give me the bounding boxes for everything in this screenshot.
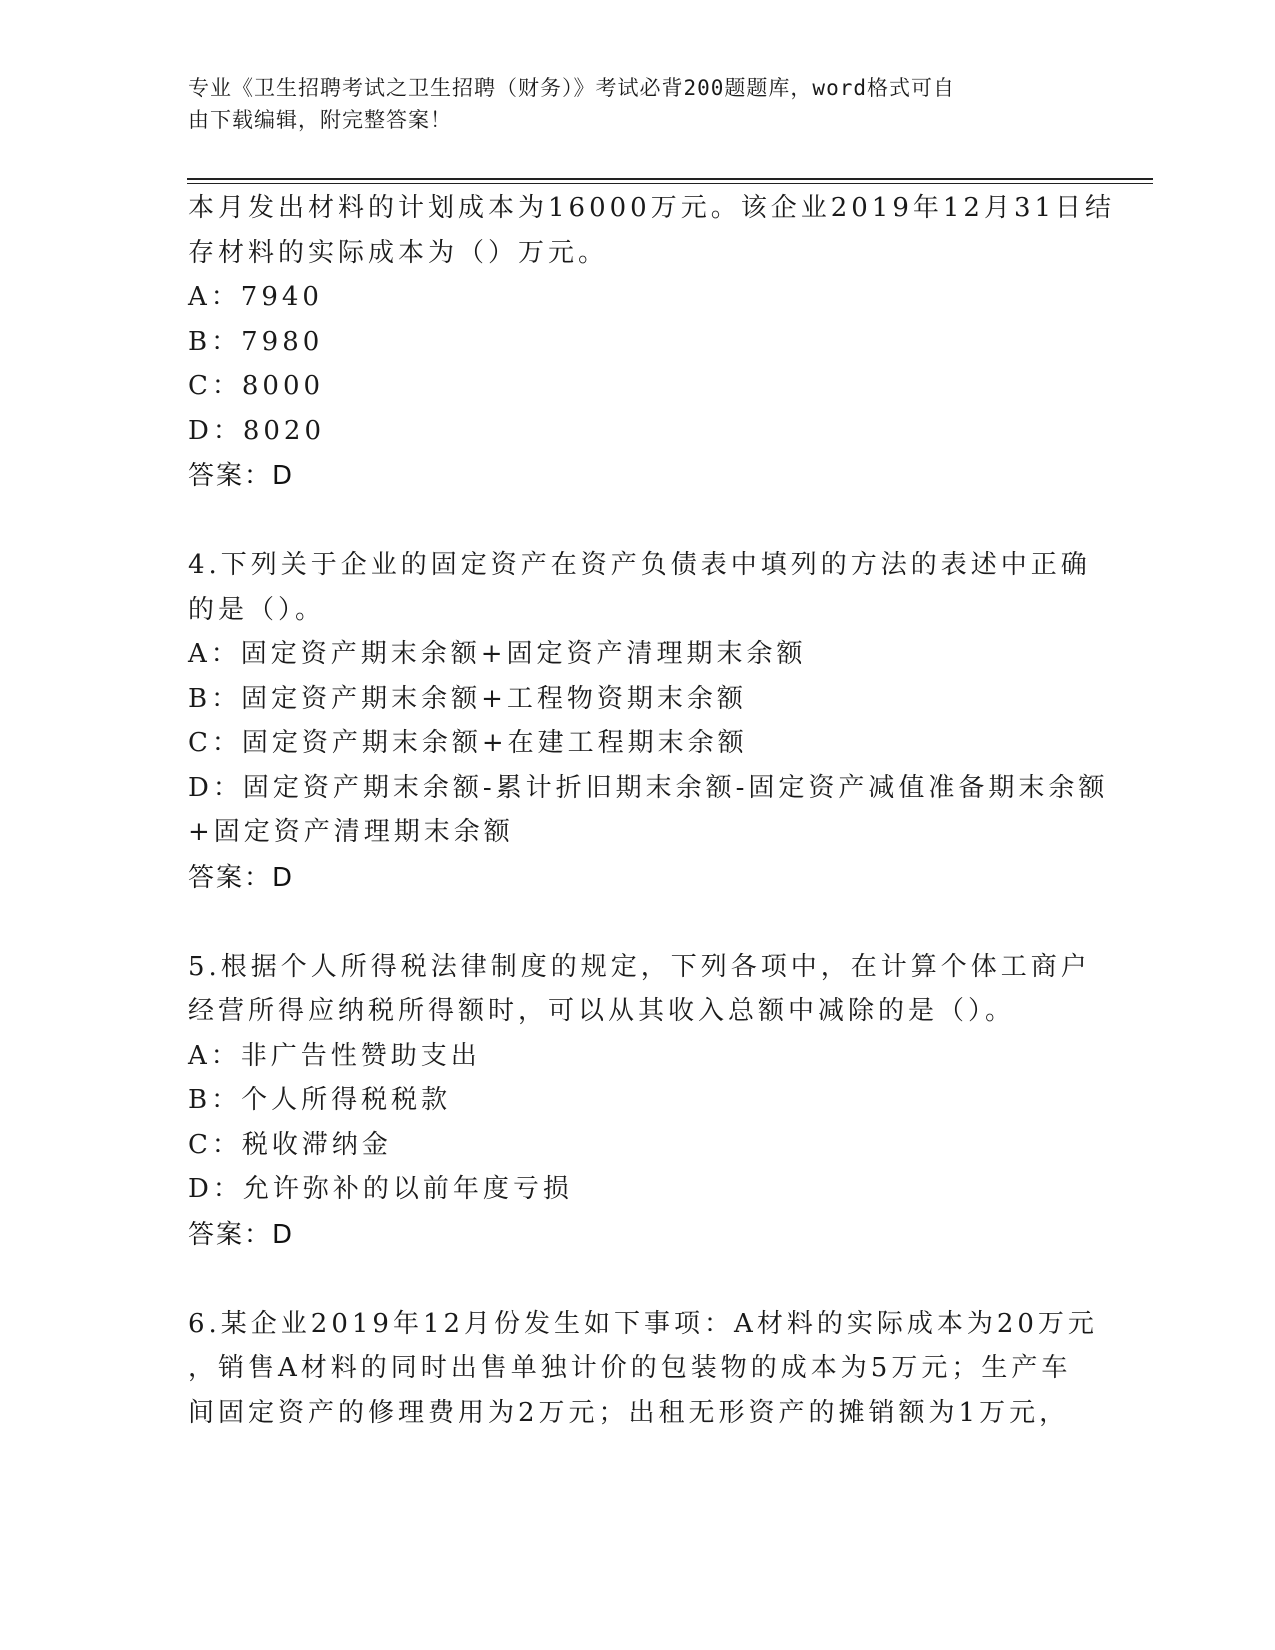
question-stem: 间固定资产的修理费用为2万元；出租无形资产的摊销额为1万元， — [188, 1397, 1070, 1428]
header-line-2: 由下载编辑，附完整答案！ — [188, 108, 452, 132]
option-b: B：个人所得税税款 — [188, 1085, 452, 1115]
answer-label: 答案：D — [188, 862, 295, 893]
option-a: A：固定资产期末余额+固定资产清理期末余额 — [188, 639, 807, 669]
answer-label: 答案：D — [188, 461, 295, 491]
question-stem: 的是（）。 — [188, 594, 326, 625]
header-line-1: 专业《卫生招聘考试之卫生招聘（财务）》考试必背200题题库，word格式可自 — [188, 76, 955, 100]
document-header — [188, 72, 1068, 136]
header-rule-thick — [187, 178, 1153, 180]
option-b: B：固定资产期末余额+工程物资期末余额 — [188, 683, 747, 714]
header-rule-thin — [187, 183, 1153, 184]
question-3 — [188, 186, 1116, 499]
option-a: A：7940 — [188, 282, 323, 312]
option-d: D：固定资产期末余额-累计折旧期末余额-固定资产减值准备期末余额 — [188, 772, 1109, 803]
question-list — [188, 186, 1116, 1435]
option-b: B：7980 — [188, 326, 324, 357]
option-c: C：税收滞纳金 — [188, 1129, 392, 1160]
question-5 — [188, 945, 1091, 1258]
question-stem: 4.下列关于企业的固定资产在资产负债表中填列的方法的表述中正确 — [188, 550, 1091, 580]
option-d: D：8020 — [188, 415, 326, 446]
question-stem: 经营所得应纳税所得额时，可以从其收入总额中减除的是（）。 — [188, 996, 1016, 1026]
question-stem: 存材料的实际成本为（）万元。 — [188, 237, 609, 268]
question-stem: ，销售A材料的同时出售单独计价的包装物的成本为5万元；生产车 — [188, 1353, 1072, 1383]
question-stem: 本月发出材料的计划成本为16000万元。该企业2019年12月31日结 — [188, 193, 1116, 223]
question-spacer — [188, 499, 1088, 543]
option-a: A：非广告性赞助支出 — [188, 1040, 481, 1071]
option-c: C：固定资产期末余额+在建工程期末余额 — [188, 728, 748, 758]
option-d-continued: +固定资产清理期末余额 — [188, 817, 514, 847]
question-stem: 5.根据个人所得税法律制度的规定，下列各项中，在计算个体工商户 — [188, 951, 1091, 982]
question-4 — [188, 543, 1109, 901]
option-c: C：8000 — [188, 371, 325, 401]
option-d: D：允许弥补的以前年度亏损 — [188, 1174, 573, 1204]
question-6 — [188, 1302, 1098, 1436]
question-spacer — [188, 1258, 1088, 1302]
question-spacer — [188, 901, 1088, 945]
answer-label: 答案：D — [188, 1219, 295, 1250]
question-stem: 6.某企业2019年12月份发生如下事项：A材料的实际成本为20万元 — [188, 1308, 1098, 1339]
